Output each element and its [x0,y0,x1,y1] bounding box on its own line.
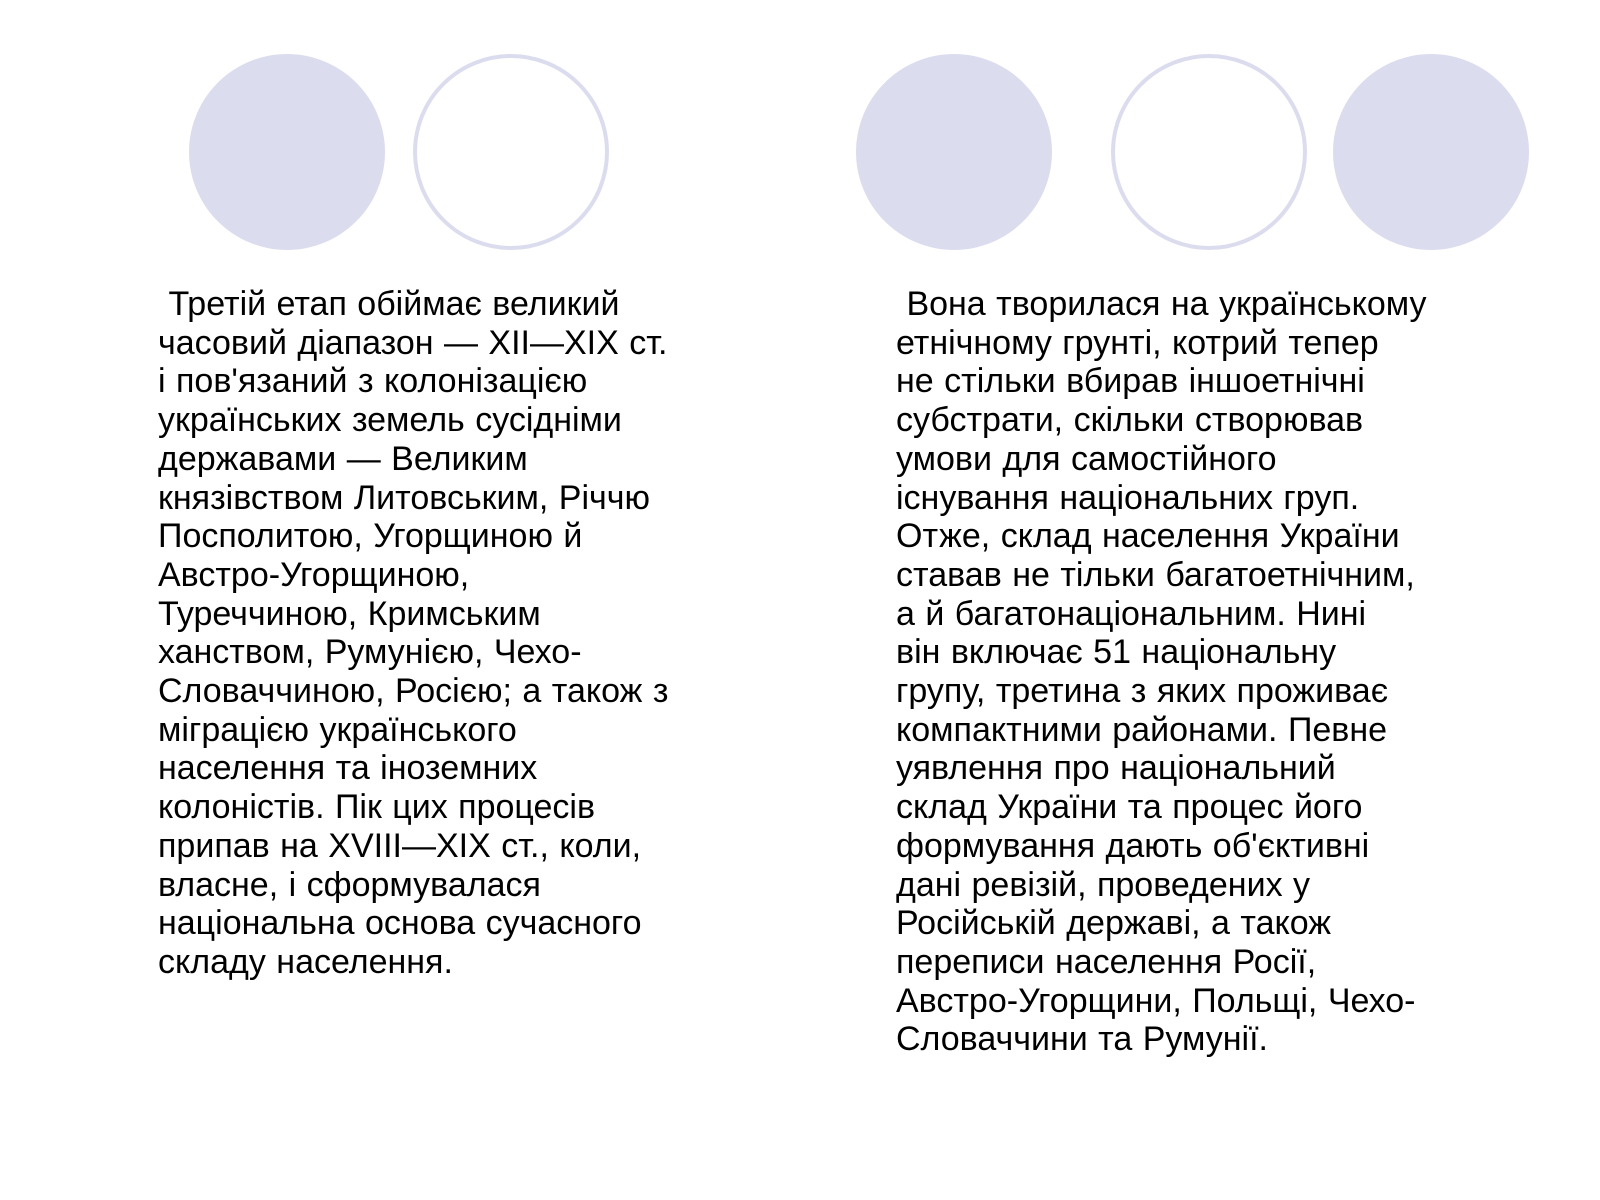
text-line: часовий діапазон — XII—XIX ст. [158,323,668,362]
text-line: він включає 51 національну [896,633,1337,672]
text-line: не стільки вбирав іншоетнічні [896,362,1365,401]
text-line: а й багатонаціональним. Нині [896,594,1367,633]
text-line: Російській державі, а також [896,904,1332,943]
text-line: формування дають об'єктивні [896,826,1370,865]
text-line: власне, і сформувалася [158,865,541,904]
text-line: групу, третина з яких проживає [896,672,1389,711]
text-line: національна основа сучасного [158,904,642,943]
text-line: дані ревізій, проведених у [896,865,1311,904]
text-line: умови для самостійного [896,439,1277,478]
decorative-circle-outline-1 [413,54,609,250]
text-line: Словаччини та Румунії. [896,1020,1268,1059]
right-text-column [896,285,1536,1059]
text-line: українських земель сусідніми [158,401,622,440]
decorative-circle-outline-2 [1111,54,1307,250]
text-line: складу населення. [158,942,453,981]
text-line: Австро-Угорщиною, [158,555,470,594]
text-line: міграцією українського [158,710,517,749]
text-line: Австро-Угорщини, Польщі, Чехо- [896,981,1416,1020]
text-line: Отже, склад населення України [896,517,1400,556]
text-line: уявлення про національний [896,749,1336,788]
text-line: колоністів. Пік цих процесів [158,788,596,827]
text-line: державами — Великим [158,439,528,478]
text-line: Туреччиною, Кримським [158,594,541,633]
text-line: переписи населення Росії, [896,942,1317,981]
text-line: Посполитою, Угорщиною й [158,517,583,556]
text-line: ханством, Румунією, Чехо- [158,633,582,672]
text-line: існування національних груп. [896,478,1360,517]
decorative-circle-filled-2 [856,54,1052,250]
text-line: субстрати, скільки створював [896,401,1364,440]
text-line: населення та іноземних [158,749,538,788]
text-line: Третій етап обіймає великий [158,285,620,323]
left-text-column [158,285,798,982]
text-line: компактними районами. Певне [896,710,1388,749]
text-line: ставав не тільки багатоетнічним, [896,555,1415,594]
text-line: Вона творилася на українському [896,285,1427,323]
text-line: князівством Литовським, Річчю [158,478,650,517]
text-line: склад України та процес його [896,788,1363,827]
decorative-circle-filled-1 [189,54,385,250]
text-line: Словаччиною, Росією; а також з [158,672,669,711]
text-line: і пов'язаний з колонізацією [158,362,588,401]
decorative-circle-filled-3 [1333,54,1529,250]
text-line: етнічному грунті, котрий тепер [896,323,1379,362]
text-line: припав на XVIII—XIX ст., коли, [158,826,642,865]
